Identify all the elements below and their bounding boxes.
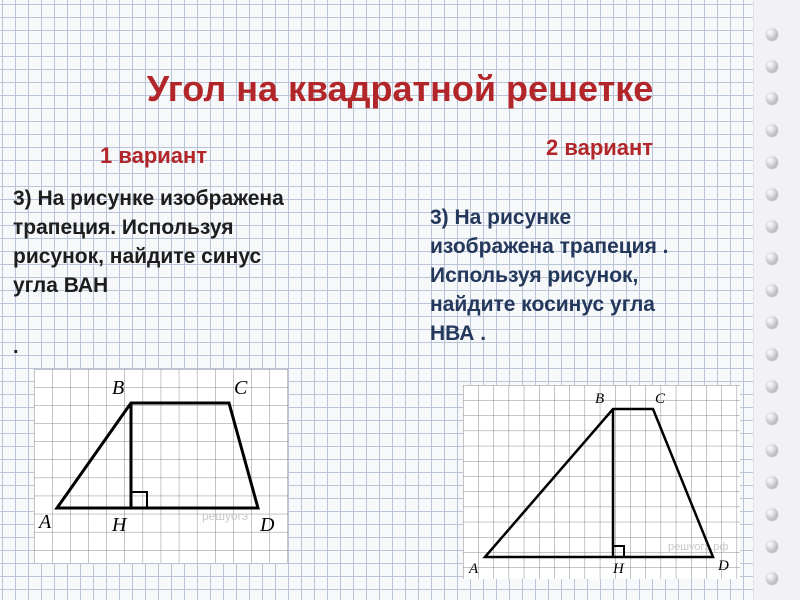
vertex-label-h: H (613, 561, 624, 577)
binding-ring-icon (766, 508, 778, 520)
binding-ring-icon (766, 380, 778, 392)
binding-ring-icon (766, 284, 778, 296)
watermark: решуогэ.рф (668, 541, 729, 553)
binding-ring-icon (766, 220, 778, 232)
binding-ring-icon (766, 572, 778, 584)
variant-1-trailing-dot: . (13, 336, 19, 358)
vertex-label-a: A (469, 561, 479, 577)
vertex-label-d: D (260, 514, 275, 536)
binding-ring-icon (766, 412, 778, 424)
binding-ring-icon (766, 28, 778, 40)
binding-ring-icon (766, 252, 778, 264)
vertex-label-c: C (234, 377, 248, 399)
vertex-label-h: H (112, 514, 127, 536)
vertex-label-a: A (39, 511, 52, 533)
variant-1-label: 1 вариант (100, 143, 208, 168)
binding-ring-icon (766, 124, 778, 136)
variant-2-label: 2 вариант (546, 135, 654, 160)
variant-1-trapezoid-figure (34, 369, 288, 563)
grid (34, 369, 288, 563)
vertex-label-d: D (718, 558, 729, 574)
binding-ring-icon (766, 540, 778, 552)
variant-2-trapezoid-figure (463, 385, 740, 579)
watermark: решуогэ (202, 509, 249, 523)
page-title: Угол на квадратной решетке (146, 68, 654, 109)
variant-2-task: 3) На рисунке изображена трапеция . Используя рисунок, найдите косинус угла НВА . (430, 206, 669, 345)
binding-ring-icon (766, 316, 778, 328)
binding-ring-icon (766, 156, 778, 168)
variant-1-task: 3) На рисунке изображена трапеция. Используя рисунок, найдите синус угла ВАН (13, 187, 284, 297)
vertex-label-c: C (655, 391, 666, 407)
vertex-label-b: B (112, 377, 125, 399)
trapezoid-diagram (463, 385, 740, 579)
binding-ring-icon (766, 476, 778, 488)
binding-ring-icon (766, 188, 778, 200)
binding-ring-icon (766, 444, 778, 456)
binding-ring-icon (766, 348, 778, 360)
vertex-label-b: B (595, 391, 605, 407)
trapezoid-diagram (34, 369, 288, 563)
